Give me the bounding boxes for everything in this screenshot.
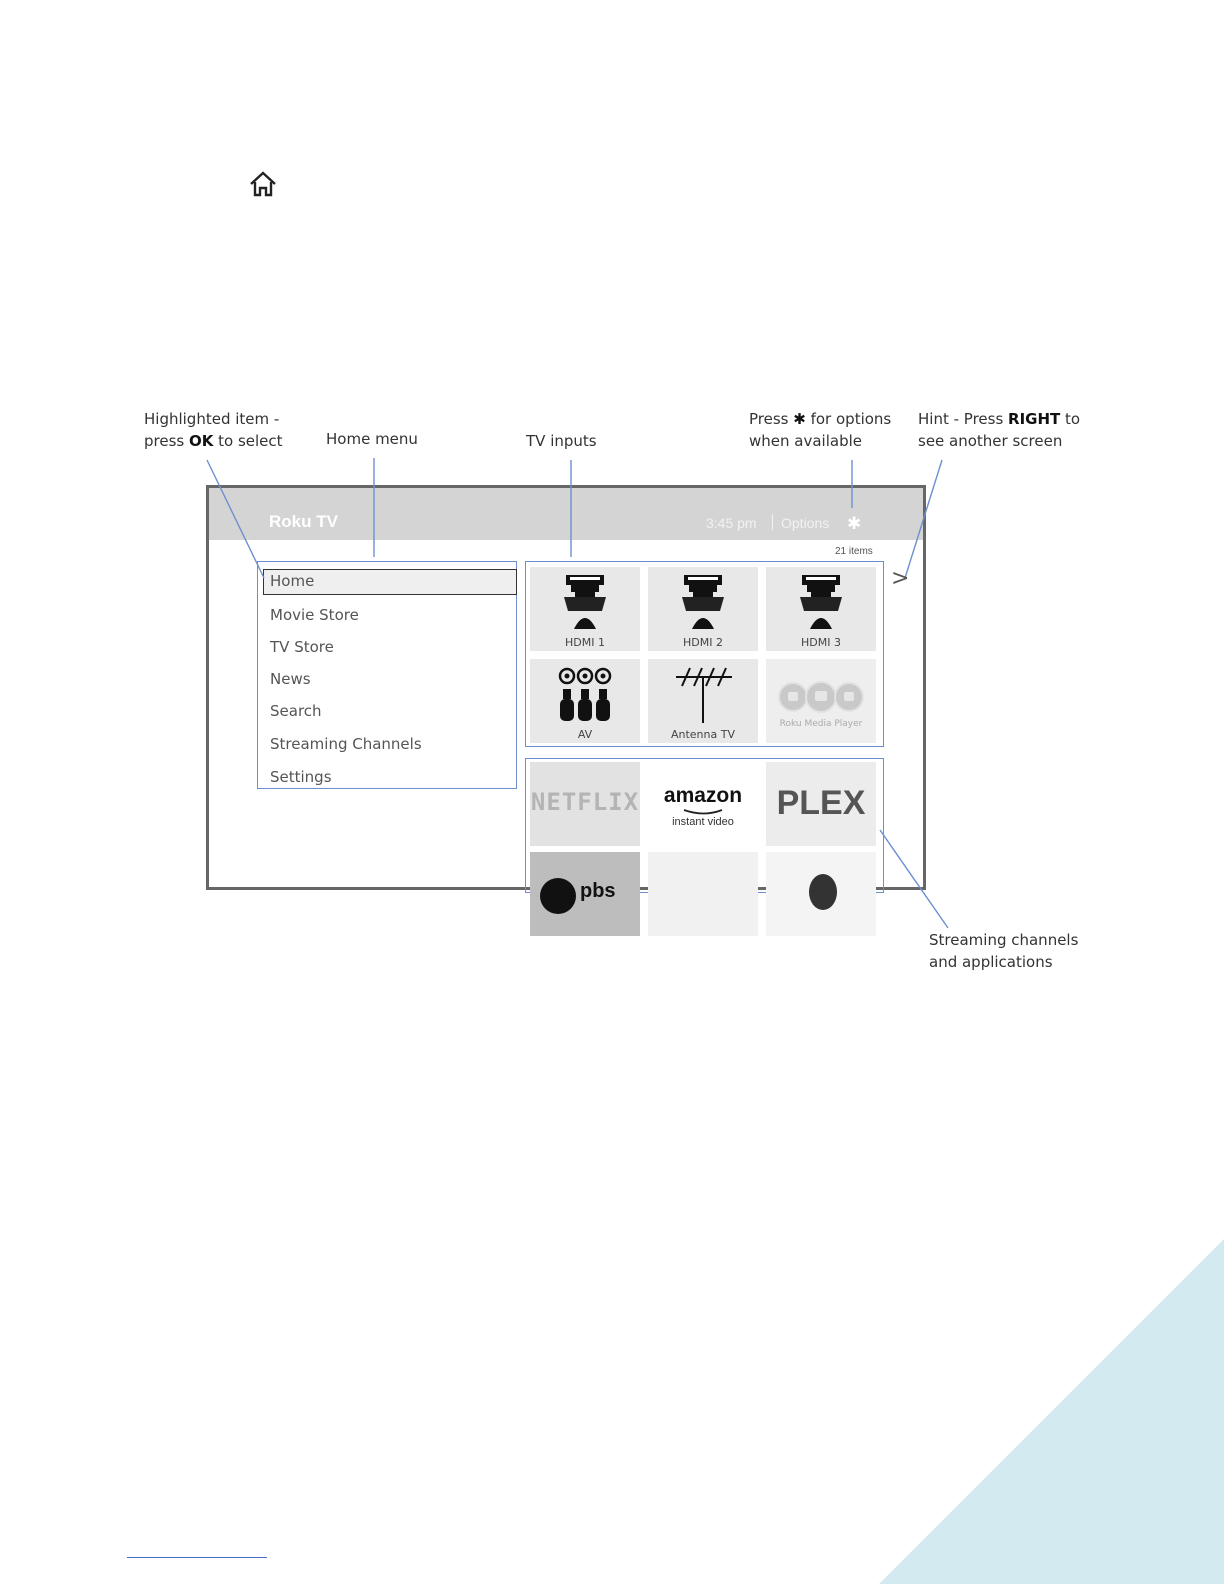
menu-item-search[interactable]: Search — [270, 702, 322, 720]
netflix-logo: NETFLIX — [530, 788, 640, 816]
amazon-subtitle: instant video — [672, 816, 734, 828]
menu-item-streaming-channels[interactable]: Streaming Channels — [270, 735, 422, 753]
menu-item-news[interactable]: News — [270, 670, 311, 688]
tile-label: HDMI 2 — [683, 636, 723, 649]
clock: 3:45 pm — [706, 515, 757, 531]
tile-label: HDMI 3 — [801, 636, 841, 649]
menu-item-home[interactable]: Home — [263, 569, 517, 595]
tile-label: AV — [577, 728, 593, 741]
roku-tv-logo: Roku TV — [269, 512, 338, 531]
callout-options: Press ✱ for options when available — [749, 410, 892, 450]
tile-label: Roku Media Player — [779, 719, 863, 729]
callout-home-menu: Home menu — [326, 430, 418, 448]
amazon-logo: amazon — [663, 784, 743, 807]
options-star-icon[interactable]: ✱ — [847, 514, 862, 533]
options-label[interactable]: Options — [781, 515, 830, 531]
item-count: 21 items — [835, 546, 873, 557]
menu-item-tv-store[interactable]: TV Store — [270, 638, 334, 656]
plex-logo: PLEX — [776, 784, 866, 822]
tile-label: Antenna TV — [670, 728, 735, 741]
callout-streaming: Streaming channels and applications — [929, 931, 1079, 971]
callout-hint: Hint - Press RIGHT to see another screen — [918, 410, 1081, 450]
footer-link-underline — [127, 1557, 267, 1558]
menu-item-settings[interactable]: Settings — [270, 768, 332, 786]
callout-highlighted-item: Highlighted item - press OK to select — [144, 410, 283, 450]
next-screen-arrow[interactable]: > — [891, 566, 910, 591]
menu-item-movie-store[interactable]: Movie Store — [270, 606, 359, 624]
corner-decoration — [879, 1239, 1224, 1584]
pbs-logo: pbs — [580, 880, 616, 902]
callout-tv-inputs: TV inputs — [526, 432, 597, 450]
tile-label: HDMI 1 — [565, 636, 605, 649]
